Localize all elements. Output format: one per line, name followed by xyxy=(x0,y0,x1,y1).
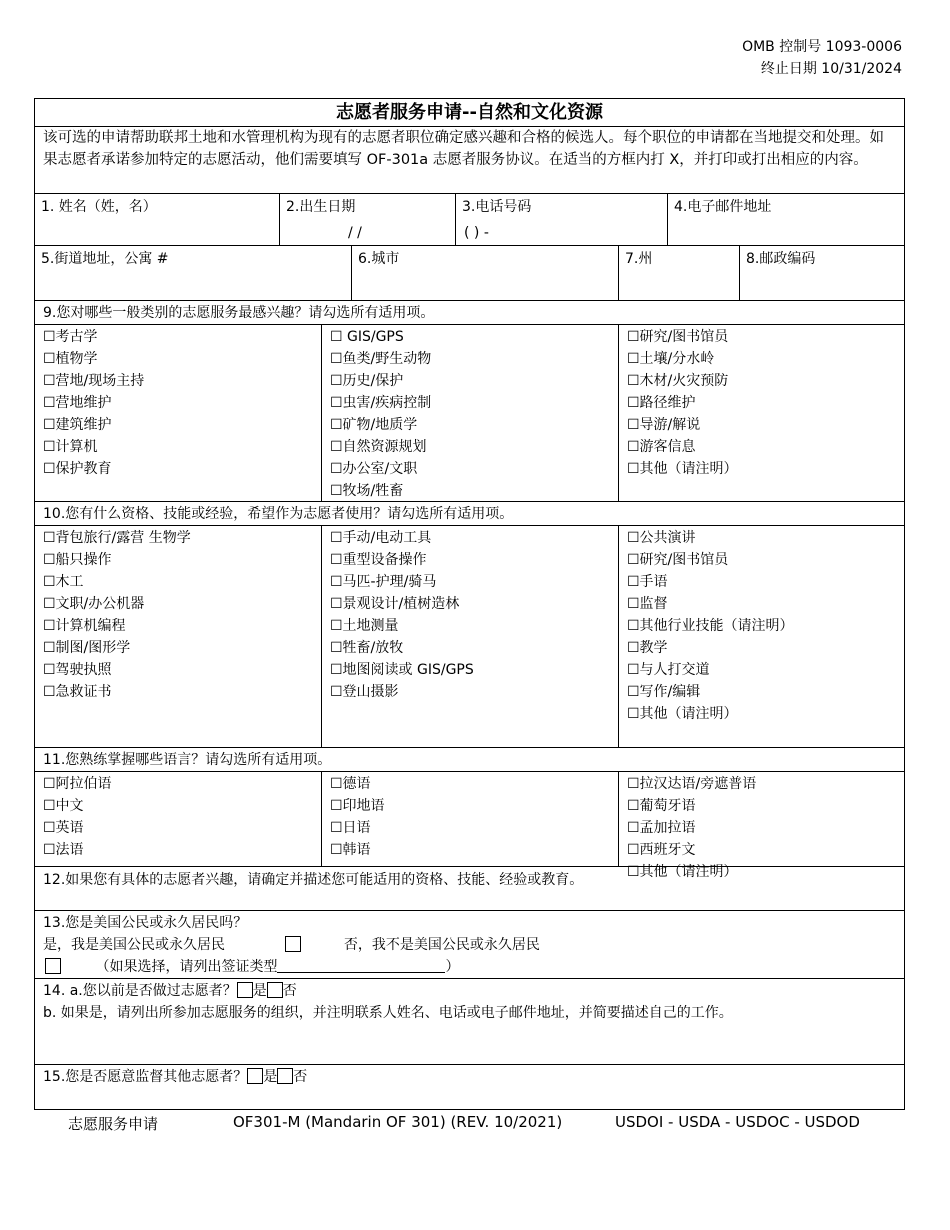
checkbox-option[interactable]: ☐牧场/牲畜 xyxy=(330,483,404,499)
q9-options xyxy=(35,325,904,502)
city-label: 6.城市 xyxy=(358,251,400,267)
q14a-label: 14. a.您以前是否做过志愿者？ xyxy=(43,983,237,999)
q13-no-checkbox[interactable] xyxy=(45,958,61,974)
checkbox-option[interactable]: ☐营地/现场主持 xyxy=(43,373,145,389)
q11-header xyxy=(35,748,904,772)
q15-yes-checkbox[interactable] xyxy=(247,1068,263,1084)
q14b-label: b. 如果是，请列出所参加志愿服务的组织，并注明联系人姓名、电话或电子邮件地址，并简要描述自己的工作。 xyxy=(43,1005,733,1021)
checkbox-option[interactable]: ☐英语 xyxy=(43,820,84,836)
checkbox-option[interactable]: ☐办公室/文职 xyxy=(330,461,418,477)
header xyxy=(742,36,902,80)
q10-col3 xyxy=(619,526,904,747)
zip-label: 8.邮政编码 xyxy=(746,251,816,267)
dob-field[interactable] xyxy=(280,194,456,245)
intro-row xyxy=(35,127,904,194)
checkbox-option[interactable]: ☐游客信息 xyxy=(627,439,696,455)
checkbox-option[interactable]: ☐登山摄影 xyxy=(330,684,399,700)
q12-label: 12.如果您有具体的志愿者兴趣，请确定并描述您可能适用的资格、技能、经验或教育。 xyxy=(43,872,584,888)
phone-label: 3.电话号码 xyxy=(462,199,532,215)
checkbox-option[interactable]: ☐保护教育 xyxy=(43,461,112,477)
dob-label: 2.出生日期 xyxy=(286,199,356,215)
q10-options xyxy=(35,526,904,748)
q11-col3 xyxy=(619,772,904,880)
q11-col2 xyxy=(322,772,619,866)
q9-label: 9.您对哪些一般类别的志愿服务最感兴趣？请勾选所有适用项。 xyxy=(43,305,435,321)
q15-content xyxy=(35,1065,904,1089)
checkbox-option[interactable]: ☐植物学 xyxy=(43,351,98,367)
footer-form-number: OF301-M (Mandarin OF 301) (REV. 10/2021) xyxy=(233,1113,563,1131)
checkbox-option[interactable]: ☐研究/图书馆员 xyxy=(627,329,729,345)
checkbox-option[interactable]: ☐历史/保护 xyxy=(330,373,404,389)
checkbox-option[interactable]: ☐船只操作 xyxy=(43,552,112,568)
q15-label: 15.您是否愿意监督其他志愿者？ xyxy=(43,1069,248,1085)
q12-row[interactable] xyxy=(35,867,904,911)
email-field[interactable] xyxy=(668,194,904,245)
row-address xyxy=(35,246,904,301)
expiration-date: 终止日期 10/31/2024 xyxy=(760,61,902,77)
q13-yes-checkbox[interactable] xyxy=(285,936,301,952)
checkbox-option[interactable]: ☐公共演讲 xyxy=(627,530,696,546)
checkbox-option[interactable]: ☐文职/办公机器 xyxy=(43,596,145,612)
application-form xyxy=(34,98,905,1110)
dob-format: / / xyxy=(348,225,362,241)
checkbox-option[interactable]: ☐马匹-护理/骑马 xyxy=(330,574,437,590)
checkbox-option[interactable]: ☐教学 xyxy=(627,640,668,656)
checkbox-option[interactable]: ☐建筑维护 xyxy=(43,417,112,433)
checkbox-option[interactable]: ☐木工 xyxy=(43,574,84,590)
street-label: 5.街道地址，公寓 # xyxy=(41,251,169,267)
city-field[interactable] xyxy=(352,246,619,300)
checkbox-option[interactable]: ☐ GIS/GPS xyxy=(330,329,404,345)
checkbox-option[interactable]: ☐自然资源规划 xyxy=(330,439,427,455)
checkbox-option[interactable]: ☐急救证书 xyxy=(43,684,112,700)
checkbox-option[interactable]: ☐印地语 xyxy=(330,798,385,814)
q14-yes-label: 是 xyxy=(252,983,267,999)
q15-no-label: 否 xyxy=(293,1069,308,1085)
checkbox-option[interactable]: ☐营地维护 xyxy=(43,395,112,411)
q15-no-checkbox[interactable] xyxy=(277,1068,293,1084)
checkbox-option[interactable]: ☐重型设备操作 xyxy=(330,552,427,568)
q11-label: 11.您熟练掌握哪些语言？请勾选所有适用项。 xyxy=(43,752,332,768)
q14-content xyxy=(35,979,904,1025)
checkbox-option[interactable]: ☐其他（请注明） xyxy=(627,864,738,880)
name-field[interactable] xyxy=(35,194,280,245)
phone-field[interactable] xyxy=(456,194,668,245)
state-field[interactable] xyxy=(619,246,740,300)
checkbox-option[interactable]: ☐法语 xyxy=(43,842,84,858)
checkbox-option[interactable]: ☐计算机 xyxy=(43,439,98,455)
form-title: 志愿者服务申请--自然和文化资源 xyxy=(336,102,603,123)
footer-form-name: 志愿服务申请 xyxy=(68,1115,159,1133)
q15-yes-label: 是 xyxy=(263,1069,278,1085)
title-row xyxy=(35,99,904,127)
checkbox-option[interactable]: ☐德语 xyxy=(330,776,371,792)
phone-format: ( ) - xyxy=(464,225,489,241)
omb-control-number: OMB 控制号 1093-0006 xyxy=(742,39,902,55)
checkbox-option[interactable]: ☐拉汉达语/旁遮普语 xyxy=(627,776,757,792)
checkbox-option[interactable]: ☐矿物/地质学 xyxy=(330,417,418,433)
q14-no-checkbox[interactable] xyxy=(267,982,283,998)
checkbox-option[interactable]: ☐制图/图形学 xyxy=(43,640,131,656)
checkbox-option[interactable]: ☐土地测量 xyxy=(330,618,399,634)
footer xyxy=(0,1110,950,1134)
q10-col2 xyxy=(322,526,619,747)
q14-yes-checkbox[interactable] xyxy=(237,982,253,998)
checkbox-option[interactable]: ☐日语 xyxy=(330,820,371,836)
footer-agencies: USDOI - USDA - USDOC - USDOD xyxy=(615,1113,860,1131)
checkbox-option[interactable]: ☐写作/编辑 xyxy=(627,684,701,700)
q14-no-label: 否 xyxy=(282,983,297,999)
q15-row xyxy=(35,1065,904,1109)
q13-label: 13.您是美国公民或永久居民吗？ xyxy=(43,915,248,931)
checkbox-option[interactable]: ☐背包旅行/露营 生物学 xyxy=(43,530,191,546)
row-name-dob-phone-email xyxy=(35,194,904,246)
q9-col2 xyxy=(322,325,619,501)
q9-header xyxy=(35,301,904,325)
checkbox-option[interactable]: ☐与人打交道 xyxy=(627,662,710,678)
checkbox-option[interactable]: ☐其他行业技能（请注明） xyxy=(627,618,794,634)
q13-content xyxy=(35,911,904,979)
q9-col3 xyxy=(619,325,904,501)
visa-type-field[interactable] xyxy=(277,958,445,973)
q13-row xyxy=(35,911,904,979)
checkbox-option[interactable]: ☐手语 xyxy=(627,574,668,590)
state-label: 7.州 xyxy=(625,251,653,267)
q13-visa-close: ） xyxy=(445,959,460,975)
checkbox-option[interactable]: ☐驾驶执照 xyxy=(43,662,112,678)
zip-field[interactable] xyxy=(740,246,904,300)
q13-visa-label: （如果选择，请列出签证类型 xyxy=(95,959,278,975)
checkbox-option[interactable]: ☐路径维护 xyxy=(627,395,696,411)
name-label: 1. 姓名（姓，名） xyxy=(41,199,157,215)
q10-col1 xyxy=(35,526,322,747)
checkbox-option[interactable]: ☐景观设计/植树造林 xyxy=(330,596,460,612)
checkbox-option[interactable]: ☐阿拉伯语 xyxy=(43,776,112,792)
checkbox-option[interactable]: ☐地图阅读或 GIS/GPS xyxy=(330,662,474,678)
checkbox-option[interactable]: ☐西班牙文 xyxy=(627,842,696,858)
checkbox-option[interactable]: ☐韩语 xyxy=(330,842,371,858)
checkbox-option[interactable]: ☐牲畜/放牧 xyxy=(330,640,404,656)
checkbox-option[interactable]: ☐木材/火灾预防 xyxy=(627,373,729,389)
checkbox-option[interactable]: ☐计算机编程 xyxy=(43,618,126,634)
checkbox-option[interactable]: ☐导游/解说 xyxy=(627,417,701,433)
checkbox-option[interactable]: ☐虫害/疾病控制 xyxy=(330,395,432,411)
checkbox-option[interactable]: ☐研究/图书馆员 xyxy=(627,552,729,568)
checkbox-option[interactable]: ☐土壤/分水岭 xyxy=(627,351,715,367)
checkbox-option[interactable]: ☐手动/电动工具 xyxy=(330,530,432,546)
checkbox-option[interactable]: ☐中文 xyxy=(43,798,84,814)
checkbox-option[interactable]: ☐其他（请注明） xyxy=(627,461,738,477)
street-field[interactable] xyxy=(35,246,352,300)
q10-header xyxy=(35,502,904,526)
intro-text: 该可选的申请帮助联邦土地和水管理机构为现有的志愿者职位确定感兴趣和合格的候选人。每个职位的申请都在当地提交和处理。如果志愿者承诺参加特定的志愿活动，他们需要填写 OF-301a 志愿者服务协议。在适当的方框内打 X，并打印或打出相应的内容。 xyxy=(43,130,884,168)
q10-label: 10.您有什么资格、技能或经验，希望作为志愿者使用？请勾选所有适用项。 xyxy=(43,506,514,522)
q9-col1 xyxy=(35,325,322,501)
checkbox-option[interactable]: ☐孟加拉语 xyxy=(627,820,696,836)
checkbox-option[interactable]: ☐其他（请注明） xyxy=(627,706,738,722)
checkbox-option[interactable]: ☐考古学 xyxy=(43,329,98,345)
checkbox-option[interactable]: ☐葡萄牙语 xyxy=(627,798,696,814)
email-label: 4.电子邮件地址 xyxy=(674,199,772,215)
q11-col1 xyxy=(35,772,322,866)
checkbox-option[interactable]: ☐监督 xyxy=(627,596,668,612)
q13-no-label: 否，我不是美国公民或永久居民 xyxy=(343,937,540,953)
q13-yes-label: 是，我是美国公民或永久居民 xyxy=(43,937,225,953)
checkbox-option[interactable]: ☐鱼类/野生动物 xyxy=(330,351,432,367)
q14-row xyxy=(35,979,904,1065)
